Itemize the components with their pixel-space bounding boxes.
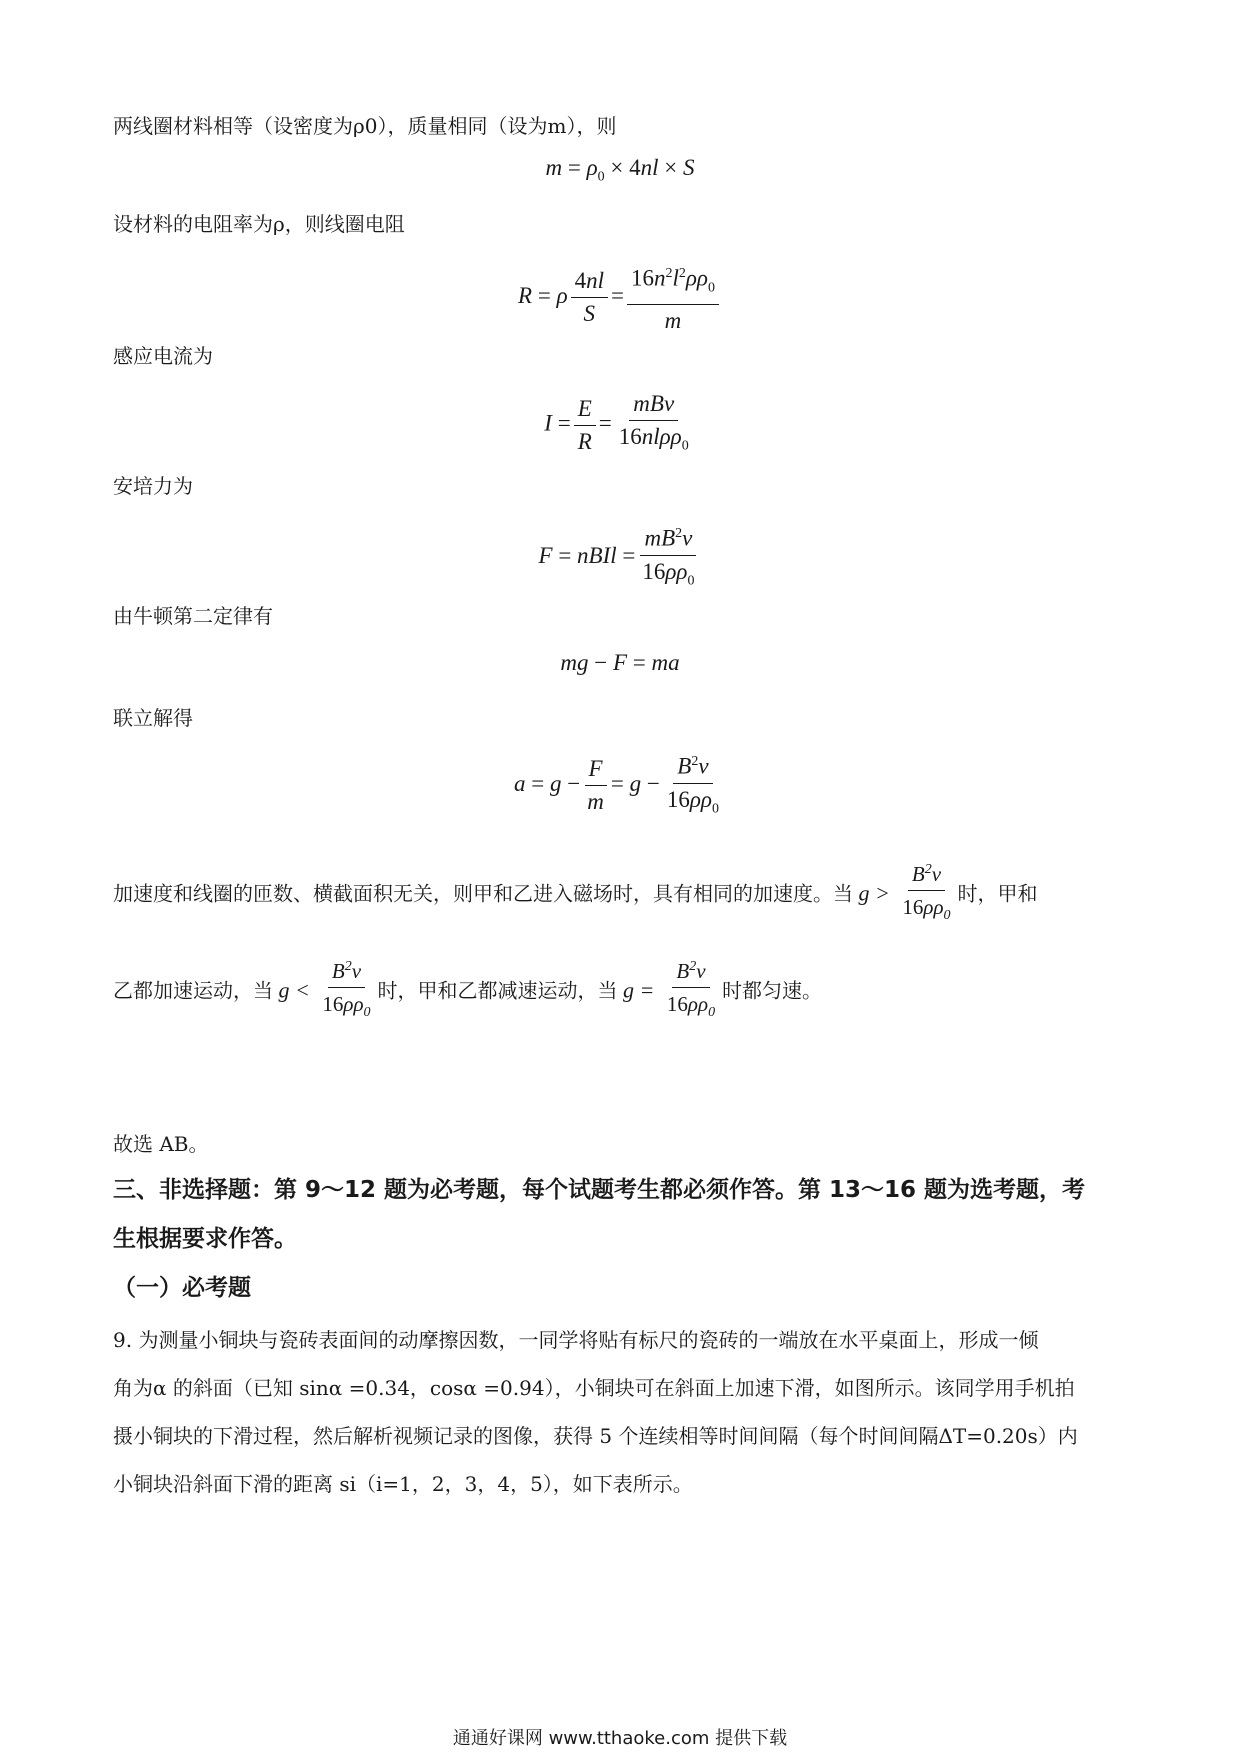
text-segment: 时都匀速。 xyxy=(722,978,823,1003)
text-line-density: 两线圈材料相等（设密度为ρ0），质量相同（设为m），则 xyxy=(113,114,617,138)
text-segment: 时，甲和乙都减速运动，当 xyxy=(377,978,618,1003)
sub-heading: （一）必考题 xyxy=(113,1275,251,1301)
text-line-answer: 故选 AB。 xyxy=(113,1132,209,1156)
equation-acceleration: a = g − $\frac{F}{m}$ = g − $\frac{B^2v}{16\rho\rho_0}$ xyxy=(0,748,1240,823)
equation-current: I = $\frac{E}{R}$ = $\frac{\text{mBv}}{16nl\rho\rho_0}$ xyxy=(544,391,689,454)
section-heading-line-2: 生根据要求作答。 xyxy=(113,1226,297,1252)
text-line-resistivity: 设材料的电阻率为ρ，则线圈电阻 xyxy=(113,212,405,236)
text-segment: 乙都加速运动，当 xyxy=(113,978,273,1003)
question-9-line-1: 9. 为测量小铜块与瓷砖表面间的动摩擦因数，一同学将贴有标尺的瓷砖的一端放在水平桌面上，形成一倾 xyxy=(113,1328,1039,1352)
section-heading-line-1: 三、非选择题：第 9～12 题为必考题，每个试题考生都必须作答。第 13～16 题为选考题，考 xyxy=(113,1177,1086,1203)
text-line-ampere-force: 安培力为 xyxy=(113,474,193,498)
equation-force: F = nBIl = $\frac{mB^2v}{16\rho\rho_0}$ xyxy=(0,520,1240,595)
text-line-conclusion-2: 乙都加速运动，当 g < $\frac{B^2v}{16\rho\rho_0}$ 时，甲和乙都减速运动，当 g = $\frac{B^2v}{16\rho\rho_0}$ 时都匀速。 xyxy=(113,955,822,1029)
equation-mass: $m = \rho_0 \times 4nl \times S$ xyxy=(545,155,695,185)
question-9-line-3: 摄小铜块的下滑过程，然后解析视频记录的图像，获得 5 个连续相等时间间隔（每个时间间隔ΔT=0.20s）内 xyxy=(113,1424,1078,1448)
equation-resistance: R = ρ $\frac{4nl}{S}$ = $\frac{16n^2l^2\rho\rho_0}{m}$ xyxy=(0,260,1240,335)
text-segment: 时，甲和 xyxy=(957,881,1038,906)
text-line-conclusion-1: 加速度和线圈的匝数、横截面积无关，则甲和乙进入磁场时，具有相同的加速度。当 g > $\frac{B^2v}{16\rho\rho_0}$ 时，甲和 xyxy=(113,858,1038,932)
equation-newton: mg − F = ma xyxy=(560,650,680,675)
question-9-line-4: 小铜块沿斜面下滑的距离 si（i=1，2，3，4，5），如下表所示。 xyxy=(113,1472,693,1496)
text-line-solve: 联立解得 xyxy=(113,706,193,730)
page-footer: 通通好课网 www.tthaoke.com 提供下载 xyxy=(452,1728,788,1749)
text-line-newton: 由牛顿第二定律有 xyxy=(113,604,273,628)
question-9-line-2: 角为α 的斜面（已知 sinα =0.34，cosα =0.94），小铜块可在斜面上加速下滑，如图所示。该同学用手机拍 xyxy=(113,1376,1075,1400)
text-line-current: 感应电流为 xyxy=(113,344,213,368)
text-segment: 加速度和线圈的匝数、横截面积无关，则甲和乙进入磁场时，具有相同的加速度。当 xyxy=(113,881,853,906)
